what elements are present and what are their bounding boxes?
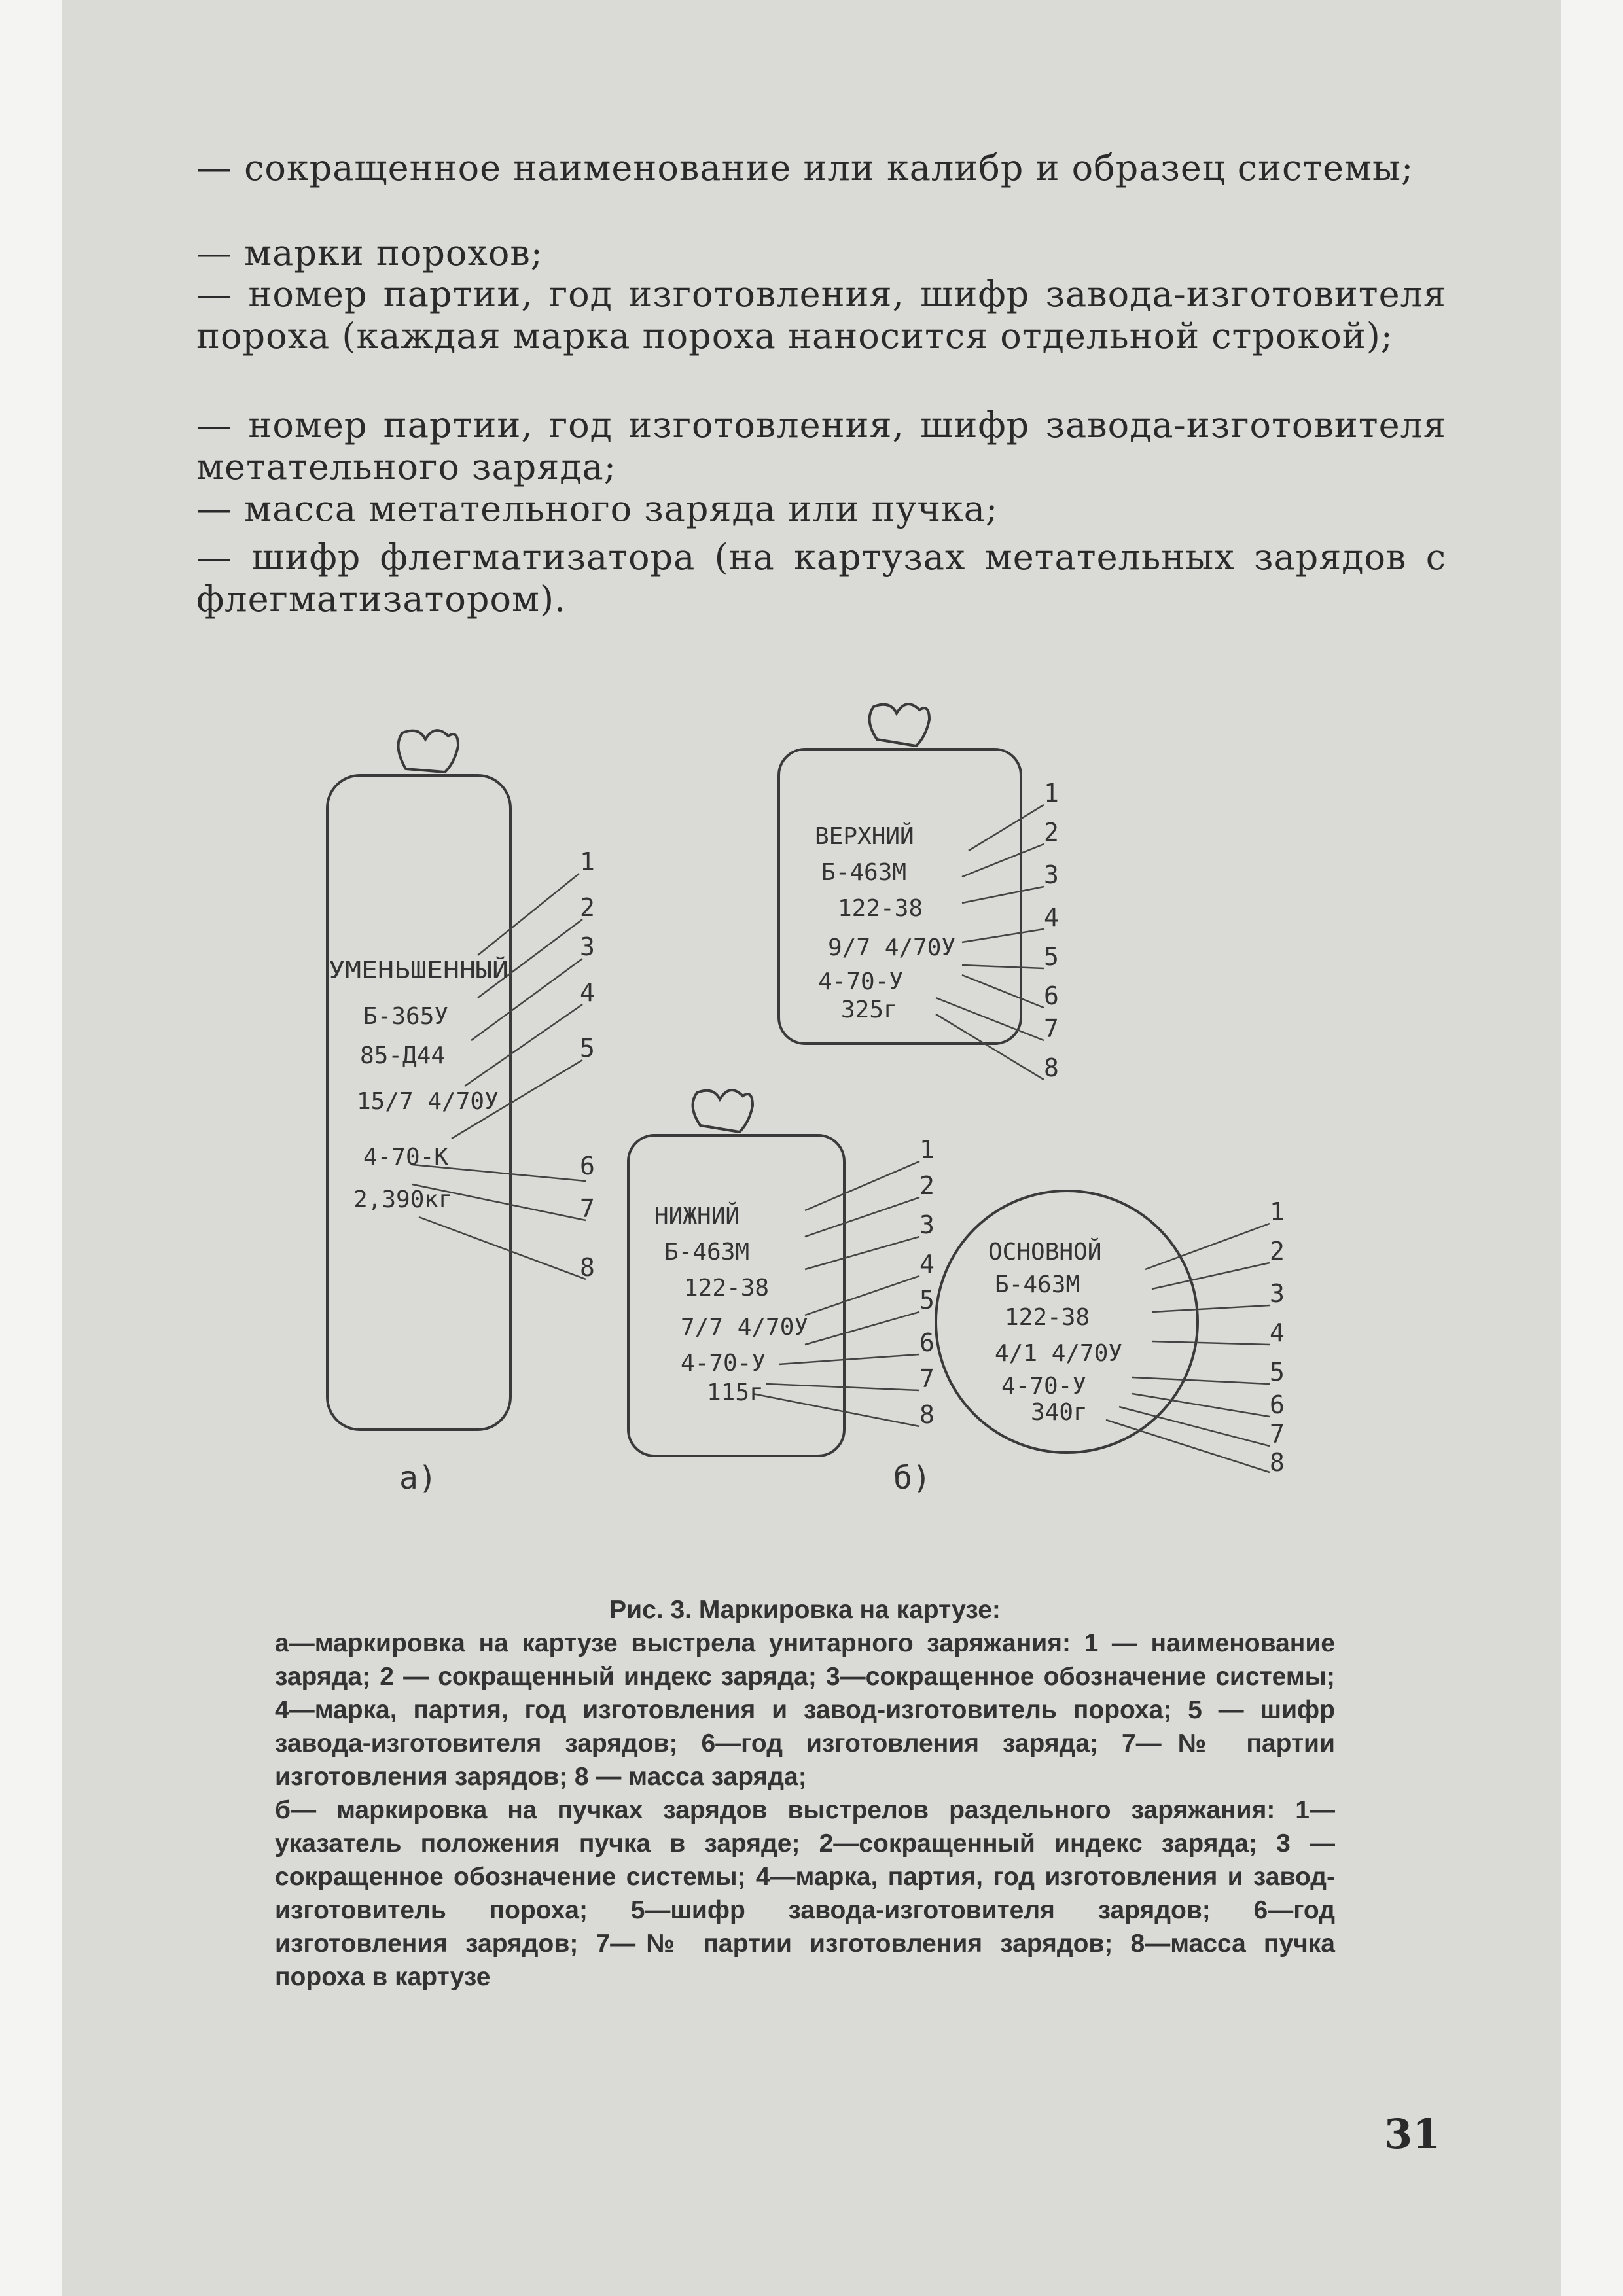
callout-top-5: 5: [1044, 942, 1059, 971]
bag-a-line-3: 85-Д44: [360, 1042, 446, 1069]
bag-round-line-1: ОСНОВНОЙ: [988, 1239, 1102, 1265]
callout-bottom-4: 4: [919, 1250, 935, 1279]
bag-a-line-2: Б-365У: [363, 1003, 449, 1030]
callout-a-2: 2: [580, 893, 595, 922]
bag-bottom-neck: [693, 1090, 753, 1132]
callout-round-6: 6: [1270, 1390, 1285, 1419]
bag-bottom-line-5: 4-70-У: [681, 1350, 766, 1377]
bag-top-line-1: ВЕРХНИЙ: [815, 823, 914, 850]
bag-bottom-line-4: 7/7 4/70У: [681, 1314, 809, 1341]
bag-a-line-1: УМЕНЬШЕННЫЙ: [329, 957, 485, 984]
callout-a-6: 6: [580, 1152, 595, 1180]
right-margin: [1561, 0, 1623, 2296]
caption-part-b: б— маркировка на пучках зарядов выстрелов раздельного заряжания: 1—указатель положения пучка в заряде; 2—сокращенный индекс заряда; 3 — сокращенное обозначение системы; 4—марка, партия, год изготовления и завод-изготовитель пороха; 5—шифр завода-изготовителя зарядов; 6—год изготовления зарядов; 7—№ партии изготовления зарядов; 8—масса пучка пороха в картузе: [275, 1796, 1335, 1991]
callout-bottom-1: 1: [919, 1135, 935, 1164]
bag-top-line-6: 325г: [841, 997, 898, 1023]
callout-a-5: 5: [580, 1034, 595, 1063]
callout-top-2: 2: [1044, 818, 1059, 847]
bag-top-line-3: 122-38: [838, 895, 923, 922]
callout-round-7: 7: [1270, 1420, 1285, 1449]
bag-a-line-5: 4-70-К: [363, 1144, 449, 1171]
callout-round-5: 5: [1270, 1358, 1285, 1386]
paragraph-5: — масса метательного заряда или пучка;: [196, 488, 999, 529]
callout-top-6: 6: [1044, 981, 1059, 1010]
callout-bottom-3: 3: [919, 1210, 935, 1239]
callout-round-1: 1: [1270, 1197, 1285, 1226]
callout-bottom-5: 5: [919, 1286, 935, 1315]
bag-bottom-line-6: 115г: [707, 1379, 764, 1406]
callout-top-1: 1: [1044, 779, 1059, 807]
callout-round-3: 3: [1270, 1279, 1285, 1308]
callout-a-1: 1: [580, 847, 595, 876]
callout-a-8: 8: [580, 1253, 595, 1282]
bag-round-line-3: 122-38: [1005, 1304, 1090, 1331]
figure-drawing: [281, 667, 1342, 1518]
bag-bottom-line-1: НИЖНИЙ: [654, 1203, 740, 1229]
callout-round-8: 8: [1270, 1448, 1285, 1477]
bag-top-neck: [870, 704, 929, 746]
bag-a-line-6: 2,390кг: [353, 1186, 453, 1213]
callout-a-3: 3: [580, 932, 595, 961]
callout-top-3: 3: [1044, 860, 1059, 889]
paragraph-1: — сокращенное наименование или калибр и образец системы;: [196, 147, 1414, 188]
callout-round-4: 4: [1270, 1318, 1285, 1347]
callout-a-4: 4: [580, 978, 595, 1007]
bag-round-line-5: 4-70-У: [1001, 1373, 1087, 1400]
figure-caption: [275, 1593, 1335, 1994]
bag-bottom-line-3: 122-38: [684, 1275, 770, 1301]
caption-title: Рис. 3. Маркировка на картузе:: [609, 1596, 1001, 1624]
bag-top-line-2: Б-463М: [821, 859, 907, 886]
paragraph-6: — шифр флегматизатора (на картузах метательных зарядов с флегматизатором).: [196, 537, 1446, 620]
callout-bottom-7: 7: [919, 1364, 935, 1393]
paragraph-3: — номер партии, год изготовления, шифр завода-изготовителя пороха (каждая марка пороха наносится отдельной строкой);: [196, 274, 1446, 357]
bag-bottom-line-2: Б-463М: [664, 1239, 750, 1265]
bag-a-neck: [399, 730, 458, 772]
left-margin: [0, 0, 62, 2296]
callout-top-7: 7: [1044, 1014, 1059, 1043]
bag-round-line-4: 4/1 4/70У: [995, 1340, 1123, 1367]
bag-a-line-4: 15/7 4/70У: [357, 1088, 499, 1115]
paragraph-2: — марки порохов;: [196, 232, 543, 274]
bag-top-line-4: 9/7 4/70У: [828, 934, 956, 961]
bag-top-line-5: 4-70-У: [818, 968, 904, 995]
callout-bottom-8: 8: [919, 1400, 935, 1429]
callout-top-4: 4: [1044, 903, 1059, 932]
callout-bottom-2: 2: [919, 1171, 935, 1200]
caption-part-a: а—маркировка на картузе выстрела унитарного заряжания: 1 — наименование заряда; 2 — сокращенный индекс заряда; 3—сокращенное обозначение системы; 4—марка, партия, год изготовления и завод-изготовитель пороха; 5 — шифр завода-изготовителя зарядов; 6—год изготовления заряда; 7—№ партии изготовления зарядов; 8 — масса заряда;: [275, 1629, 1335, 1791]
bag-round-line-2: Б-463М: [995, 1271, 1080, 1298]
callout-bottom-6: 6: [919, 1328, 935, 1357]
callout-round-2: 2: [1270, 1237, 1285, 1265]
figure-label-b: б): [893, 1460, 931, 1496]
page-number: 31: [1384, 2110, 1441, 2158]
callout-a-7: 7: [580, 1194, 595, 1223]
figure-cartridge-bags: [281, 667, 1342, 1518]
callout-top-8: 8: [1044, 1053, 1059, 1082]
paragraph-4: — номер партии, год изготовления, шифр завода-изготовителя метательного заряда;: [196, 404, 1446, 487]
bag-round-line-6: 340г: [1031, 1399, 1088, 1426]
figure-label-a: а): [399, 1460, 437, 1496]
